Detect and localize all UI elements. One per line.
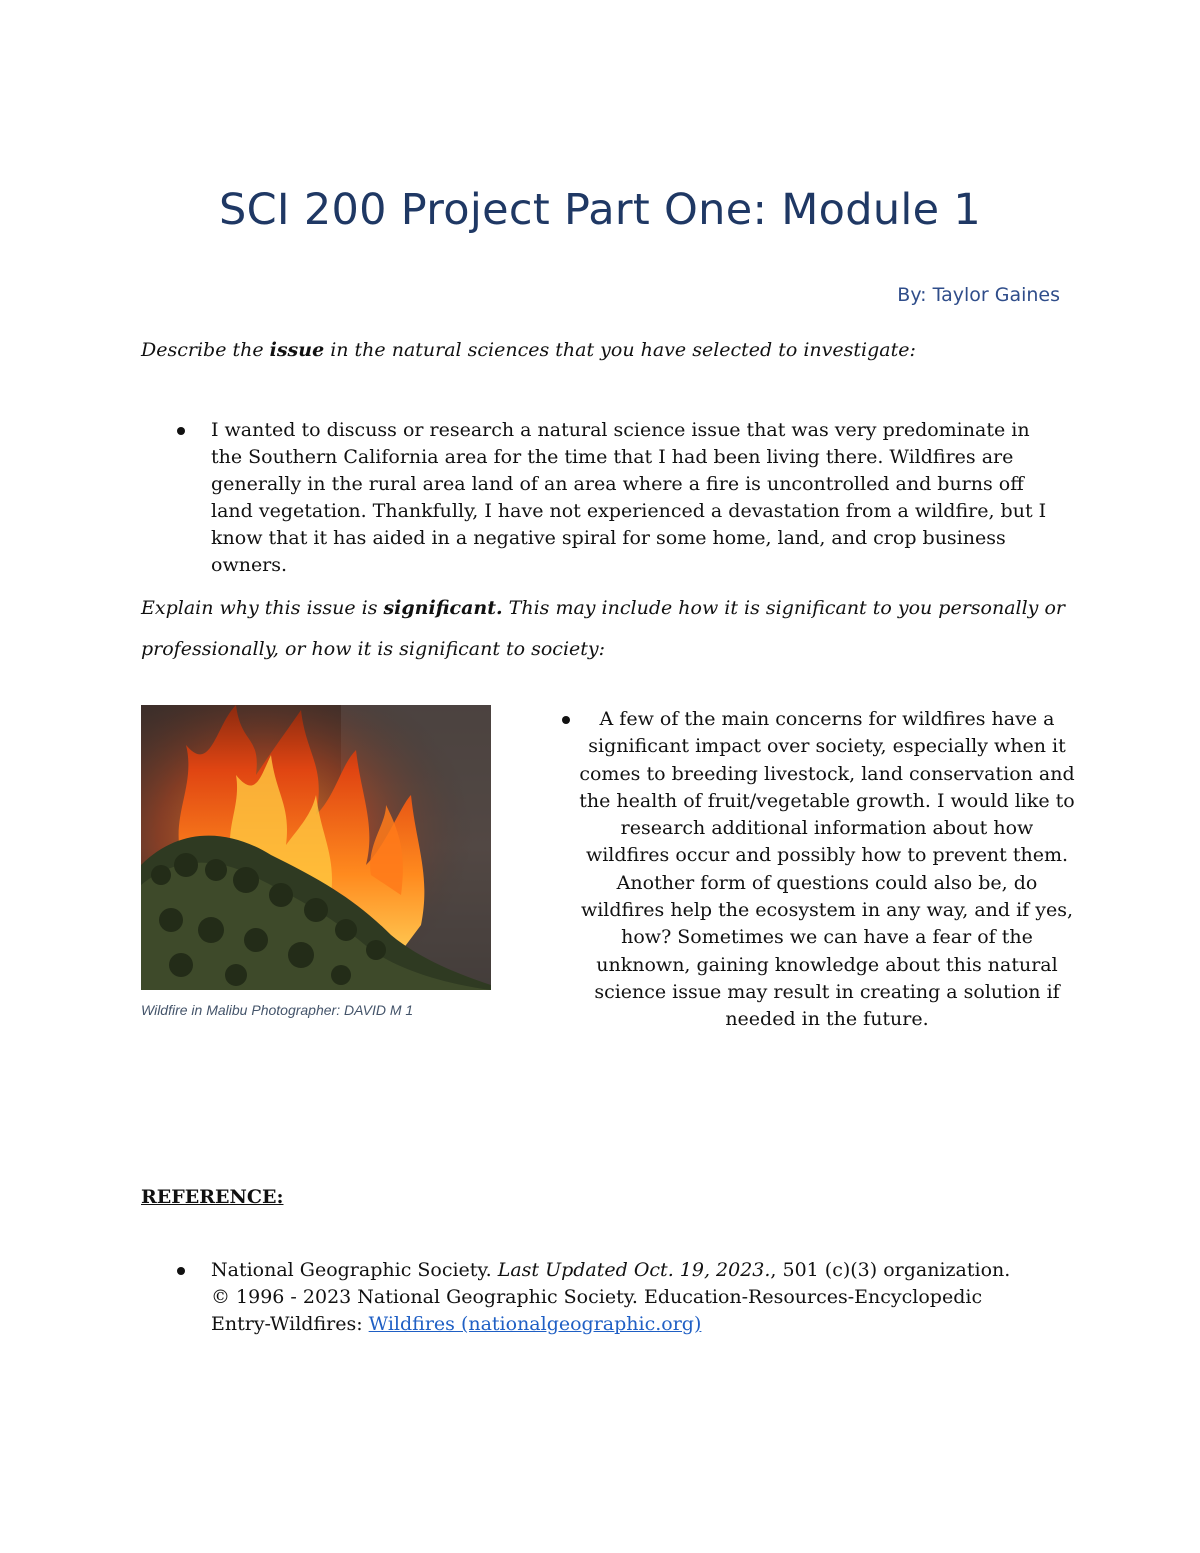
bullet-icon <box>177 1267 185 1275</box>
issue-prompt-post: in the natural sciences that you have selected to investigate: <box>324 339 916 361</box>
reference-entry-post: , 501 (c)(3) organization. © 1996 - 2023 National Geographic Society. Education-Resources-Encyclopedic Entry-Wildfires: <box>211 1259 1011 1335</box>
reference-entry-italic: Last Updated Oct. 19, 2023. <box>497 1259 771 1281</box>
significance-bullet-text: A few of the main concerns for wildfires have a significant impact over society, especially when it comes to breeding livestock, land conservation and the health of fruit/vegetable growth. I would like to research additional information about how wildfires occur and possibly how to prevent them. Another form of questions could also be, do wildfires help the ecosystem in any way, and if yes, how? Sometimes we can have a fear of the unknown, gaining knowledge about this natural science issue may result in creating a solution if needed in the future. <box>579 708 1075 1031</box>
list-item <box>141 417 1066 579</box>
wildfire-photo <box>141 705 491 990</box>
significance-list <box>555 706 1075 1034</box>
bullet-icon <box>562 716 570 724</box>
author-byline: By: Taylor Gaines <box>897 284 1060 306</box>
reference-link[interactable]: Wildfires (nationalgeographic.org) <box>368 1313 702 1335</box>
significance-prompt-post: This may include how it is significant to you personally or professionally, or how it is significant to society: <box>141 597 1065 660</box>
list-item <box>555 706 1075 1034</box>
list-item <box>141 1257 1031 1338</box>
issue-prompt <box>141 330 1071 371</box>
bullet-icon <box>177 427 185 435</box>
reference-heading: REFERENCE: <box>141 1186 284 1208</box>
issue-list <box>141 417 1066 579</box>
significance-prompt-pre: Explain why this issue is <box>141 597 384 619</box>
issue-prompt-bold: issue <box>269 339 325 361</box>
reference-entry-pre: National Geographic Society. <box>211 1259 498 1281</box>
significance-prompt <box>141 588 1071 670</box>
image-caption: Wildfire in Malibu Photographer: DAVID M 1 <box>141 1002 414 1018</box>
page-title: SCI 200 Project Part One: Module 1 <box>218 185 982 235</box>
issue-bullet-text: I wanted to discuss or research a natural science issue that was very predominate in the Southern California area for the time that I had been living there. Wildfires are generally in the rural area land of an area where a fire is uncontrolled and burns off land vegetation. Thankfully, I have not experienced a devastation from a wildfire, but I know that it has aided in a negative spiral for some home, land, and crop business owners. <box>211 419 1047 576</box>
issue-prompt-pre: Describe the <box>141 339 270 361</box>
significance-prompt-bold: significant. <box>383 597 503 619</box>
reference-list <box>141 1257 1031 1338</box>
